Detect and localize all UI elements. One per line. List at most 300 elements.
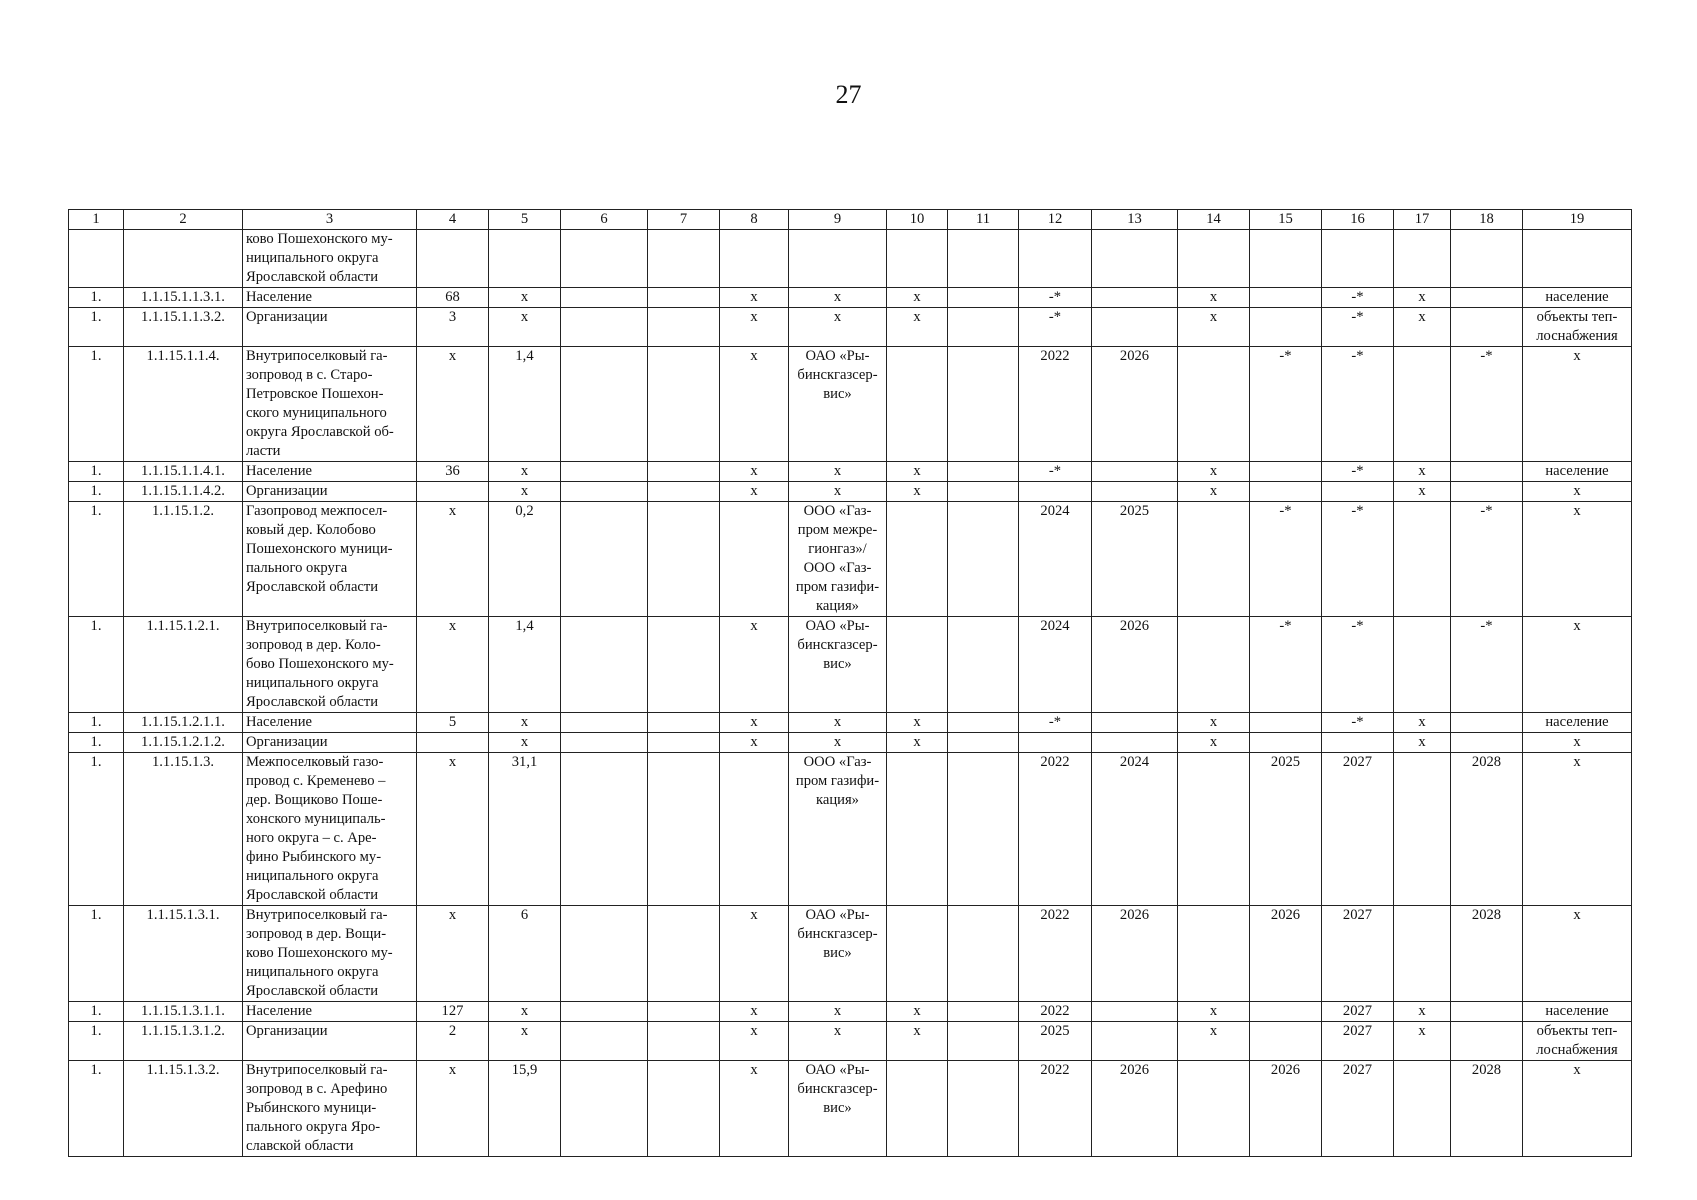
table-cell: [1250, 288, 1322, 308]
table-cell: -*: [1322, 617, 1394, 713]
table-cell: население: [1523, 462, 1632, 482]
table-cell: 1.: [69, 1002, 124, 1022]
table-cell: [1394, 1061, 1451, 1157]
table-cell: [1178, 753, 1250, 906]
table-row: [69, 713, 1632, 733]
table-cell: [648, 502, 720, 617]
table-cell: [648, 347, 720, 462]
table-cell: [561, 288, 648, 308]
table-cell: 1.: [69, 1022, 124, 1061]
table-cell: [887, 347, 948, 462]
table-cell: [948, 753, 1019, 906]
table-cell: [648, 462, 720, 482]
table-cell: [1451, 288, 1523, 308]
table-cell: [948, 1002, 1019, 1022]
table-row: [69, 1002, 1632, 1022]
table-cell: х: [489, 482, 561, 502]
table-cell: х: [1178, 1022, 1250, 1061]
table-cell: х: [1394, 733, 1451, 753]
header-row: [69, 210, 1632, 230]
table-cell: [1250, 482, 1322, 502]
table-cell: х: [1178, 1002, 1250, 1022]
table-cell: -*: [1019, 288, 1092, 308]
table-cell: х: [1178, 288, 1250, 308]
header-cell: 14: [1178, 210, 1250, 230]
table-cell: [1019, 482, 1092, 502]
table-cell: [1394, 906, 1451, 1002]
table-cell: -*: [1322, 713, 1394, 733]
table-row: [69, 347, 1632, 462]
header-cell: 2: [124, 210, 243, 230]
table-cell: х: [789, 733, 887, 753]
table-cell: -*: [1451, 347, 1523, 462]
table-cell: [720, 502, 789, 617]
table-cell: х: [489, 462, 561, 482]
table-row: [69, 1022, 1632, 1061]
table-row: [69, 617, 1632, 713]
table-cell: ОАО «Ры- бинскгазсер- вис»: [789, 906, 887, 1002]
table-cell: 2025: [1092, 502, 1178, 617]
table-cell: -*: [1322, 288, 1394, 308]
table-cell: Внутрипоселковый га- зопровод в с. Арефино Рыбинского муници- пального округа Яро- славской области: [243, 1061, 417, 1157]
table-cell: х: [1523, 733, 1632, 753]
table-cell: х: [789, 482, 887, 502]
table-cell: 1.1.15.1.2.1.2.: [124, 733, 243, 753]
table-cell: 2022: [1019, 1002, 1092, 1022]
table-cell: [1092, 462, 1178, 482]
table-cell: 68: [417, 288, 489, 308]
table-cell: 1.1.15.1.3.: [124, 753, 243, 906]
table-cell: 2022: [1019, 753, 1092, 906]
table-cell: [648, 1061, 720, 1157]
table-cell: Внутрипоселковый га- зопровод в с. Старо- Петровское Пошехон- ского муниципального округа Ярославской об- ласти: [243, 347, 417, 462]
table-cell: х: [720, 288, 789, 308]
header-cell: 11: [948, 210, 1019, 230]
table-cell: [561, 347, 648, 462]
table-cell: [1451, 482, 1523, 502]
table-cell: [1178, 230, 1250, 288]
table-cell: 1.1.15.1.2.1.1.: [124, 713, 243, 733]
header-cell: 9: [789, 210, 887, 230]
table-cell: х: [720, 1022, 789, 1061]
table-cell: [1322, 230, 1394, 288]
table-row: [69, 308, 1632, 347]
table-cell: [69, 230, 124, 288]
table-cell: 1.1.15.1.1.3.2.: [124, 308, 243, 347]
table-cell: [1178, 347, 1250, 462]
table-cell: 2028: [1451, 906, 1523, 1002]
table-cell: [1250, 308, 1322, 347]
table-cell: [1092, 308, 1178, 347]
table-cell: [648, 617, 720, 713]
table-cell: -*: [1322, 462, 1394, 482]
table-cell: [1092, 713, 1178, 733]
table-row: [69, 462, 1632, 482]
table-cell: ОАО «Ры- бинскгазсер- вис»: [789, 1061, 887, 1157]
table-cell: [948, 230, 1019, 288]
table-row: [69, 1061, 1632, 1157]
table-cell: х: [489, 713, 561, 733]
table-cell: [1178, 906, 1250, 1002]
table-cell: ОАО «Ры- бинскгазсер- вис»: [789, 347, 887, 462]
table-cell: 2026: [1092, 1061, 1178, 1157]
table-cell: -*: [1322, 347, 1394, 462]
table-cell: 1.: [69, 288, 124, 308]
table-cell: х: [720, 347, 789, 462]
table-cell: [948, 347, 1019, 462]
header-cell: 6: [561, 210, 648, 230]
table-cell: [561, 753, 648, 906]
table-cell: [561, 308, 648, 347]
table-cell: [1451, 230, 1523, 288]
table-cell: Население: [243, 288, 417, 308]
table-cell: -*: [1019, 462, 1092, 482]
table-cell: -*: [1451, 502, 1523, 617]
table-cell: [648, 753, 720, 906]
table-cell: [1250, 230, 1322, 288]
table-cell: [1092, 1002, 1178, 1022]
table-cell: [948, 1061, 1019, 1157]
header-cell: 18: [1451, 210, 1523, 230]
table-cell: [1451, 1002, 1523, 1022]
table-cell: Население: [243, 713, 417, 733]
table-cell: 2027: [1322, 753, 1394, 906]
table-cell: х: [1523, 617, 1632, 713]
table-cell: 2026: [1092, 906, 1178, 1002]
table-cell: [417, 482, 489, 502]
table-cell: 1.1.15.1.3.1.2.: [124, 1022, 243, 1061]
table-cell: х: [1178, 308, 1250, 347]
table-cell: [648, 713, 720, 733]
table-cell: население: [1523, 1002, 1632, 1022]
table-cell: х: [417, 502, 489, 617]
table-cell: [1092, 733, 1178, 753]
table-cell: объекты теп- лоснабжения: [1523, 1022, 1632, 1061]
table-cell: [561, 482, 648, 502]
table-cell: Организации: [243, 1022, 417, 1061]
table-cell: [1451, 462, 1523, 482]
table-cell: [1092, 288, 1178, 308]
header-cell: 17: [1394, 210, 1451, 230]
table-cell: 1.: [69, 753, 124, 906]
table-cell: 1.1.15.1.1.4.2.: [124, 482, 243, 502]
table-cell: 1.: [69, 482, 124, 502]
table-cell: [1322, 482, 1394, 502]
table-cell: 2022: [1019, 906, 1092, 1002]
table-cell: [948, 906, 1019, 1002]
table-cell: Организации: [243, 482, 417, 502]
table-cell: [561, 733, 648, 753]
table-cell: [648, 308, 720, 347]
table-cell: [417, 733, 489, 753]
table-cell: 1,4: [489, 347, 561, 462]
data-table: [68, 209, 1632, 1157]
table-cell: [948, 288, 1019, 308]
table-cell: [1250, 1002, 1322, 1022]
table-cell: 1.1.15.1.3.1.: [124, 906, 243, 1002]
table-cell: 1.: [69, 617, 124, 713]
table-cell: х: [489, 1022, 561, 1061]
table-cell: Организации: [243, 308, 417, 347]
table-cell: [948, 502, 1019, 617]
table-cell: Межпоселковый газо- провод с. Кременево – дер. Вощиково Поше- хонского муниципаль- ного округа – с. Аре- фино Рыбинского му- ниципального округа Ярославской области: [243, 753, 417, 906]
table-cell: 2025: [1019, 1022, 1092, 1061]
table-cell: х: [887, 1022, 948, 1061]
table-cell: 1.: [69, 308, 124, 347]
table-cell: [887, 617, 948, 713]
table-cell: х: [887, 733, 948, 753]
table-cell: х: [887, 713, 948, 733]
table-cell: [948, 1022, 1019, 1061]
table-cell: х: [1394, 288, 1451, 308]
table-cell: 1.1.15.1.3.1.1.: [124, 1002, 243, 1022]
table-cell: [1451, 308, 1523, 347]
table-cell: -*: [1451, 617, 1523, 713]
table-cell: [417, 230, 489, 288]
table-cell: 1.: [69, 1061, 124, 1157]
table-cell: -*: [1250, 617, 1322, 713]
table-cell: 2026: [1250, 1061, 1322, 1157]
table-cell: 2022: [1019, 347, 1092, 462]
table-cell: 2026: [1092, 617, 1178, 713]
table-cell: [1178, 617, 1250, 713]
table-cell: [789, 230, 887, 288]
table-cell: х: [720, 1061, 789, 1157]
table-cell: [648, 1002, 720, 1022]
table-cell: х: [720, 906, 789, 1002]
table-cell: [948, 308, 1019, 347]
table-cell: х: [1178, 482, 1250, 502]
table-cell: объекты теп- лоснабжения: [1523, 308, 1632, 347]
table-cell: х: [720, 462, 789, 482]
table-cell: -*: [1019, 308, 1092, 347]
table-cell: [1451, 1022, 1523, 1061]
table-cell: 1.1.15.1.2.: [124, 502, 243, 617]
table-cell: х: [789, 462, 887, 482]
table-cell: ООО «Газ- пром газифи- кация»: [789, 753, 887, 906]
table-cell: х: [417, 617, 489, 713]
table-cell: 2026: [1092, 347, 1178, 462]
table-cell: х: [789, 288, 887, 308]
table-cell: 2024: [1092, 753, 1178, 906]
table-cell: ково Пошехонского му- ниципального округа Ярославской области: [243, 230, 417, 288]
table-row: [69, 753, 1632, 906]
header-cell: 16: [1322, 210, 1394, 230]
table-cell: х: [1523, 502, 1632, 617]
table-cell: х: [887, 482, 948, 502]
table-cell: -*: [1250, 347, 1322, 462]
table-cell: [489, 230, 561, 288]
table-cell: -*: [1019, 713, 1092, 733]
header-cell: 10: [887, 210, 948, 230]
table-cell: [1092, 482, 1178, 502]
table-cell: х: [789, 1022, 887, 1061]
table-cell: х: [1523, 347, 1632, 462]
table-cell: х: [789, 713, 887, 733]
table-cell: 1.1.15.1.2.1.: [124, 617, 243, 713]
header-cell: 7: [648, 210, 720, 230]
table-cell: х: [489, 288, 561, 308]
table-cell: [1394, 753, 1451, 906]
table-cell: [1250, 713, 1322, 733]
table-cell: [1092, 1022, 1178, 1061]
table-cell: х: [1178, 462, 1250, 482]
table-cell: 2024: [1019, 502, 1092, 617]
page-number: 27: [835, 80, 862, 109]
table-cell: х: [789, 308, 887, 347]
table-cell: х: [887, 308, 948, 347]
table-cell: х: [489, 1002, 561, 1022]
table-cell: ОАО «Ры- бинскгазсер- вис»: [789, 617, 887, 713]
table-cell: -*: [1250, 502, 1322, 617]
table-cell: Газопровод межпосел- ковый дер. Колобово Пошехонского муници- пального округа Ярославской области: [243, 502, 417, 617]
table-cell: [1250, 1022, 1322, 1061]
table-cell: 2026: [1250, 906, 1322, 1002]
table-cell: х: [417, 1061, 489, 1157]
table-cell: х: [1178, 733, 1250, 753]
table-cell: [561, 713, 648, 733]
table-cell: [948, 733, 1019, 753]
table-cell: 2027: [1322, 906, 1394, 1002]
table-cell: 2028: [1451, 753, 1523, 906]
table-cell: Организации: [243, 733, 417, 753]
table-cell: [720, 753, 789, 906]
table-cell: 3: [417, 308, 489, 347]
table-cell: 2024: [1019, 617, 1092, 713]
table-cell: х: [720, 617, 789, 713]
table-cell: [1178, 502, 1250, 617]
table-cell: население: [1523, 713, 1632, 733]
table-cell: [887, 1061, 948, 1157]
table-cell: 1.1.15.1.1.4.1.: [124, 462, 243, 482]
table-cell: [720, 230, 789, 288]
table-cell: 1.1.15.1.1.3.1.: [124, 288, 243, 308]
table-cell: [1019, 230, 1092, 288]
table-cell: х: [1394, 1022, 1451, 1061]
table-cell: 1.: [69, 462, 124, 482]
table-cell: [1394, 502, 1451, 617]
table-cell: 36: [417, 462, 489, 482]
table-cell: 2025: [1250, 753, 1322, 906]
table-cell: Внутрипоселковый га- зопровод в дер. Коло- бово Пошехонского му- ниципального округа Ярославской области: [243, 617, 417, 713]
table-cell: [648, 230, 720, 288]
table-row: [69, 906, 1632, 1002]
table-cell: -*: [1322, 502, 1394, 617]
table-cell: 1.1.15.1.1.4.: [124, 347, 243, 462]
table-cell: Население: [243, 462, 417, 482]
table-cell: [1523, 230, 1632, 288]
table-cell: [887, 906, 948, 1002]
header-cell: 3: [243, 210, 417, 230]
table-cell: 5: [417, 713, 489, 733]
table-cell: [1250, 733, 1322, 753]
header-cell: 15: [1250, 210, 1322, 230]
table-cell: х: [417, 753, 489, 906]
table-cell: 2022: [1019, 1061, 1092, 1157]
table-cell: [648, 482, 720, 502]
table-cell: 1.: [69, 733, 124, 753]
table-cell: 0,2: [489, 502, 561, 617]
table-cell: х: [887, 288, 948, 308]
table-cell: [1451, 733, 1523, 753]
table-cell: [1178, 1061, 1250, 1157]
header-cell: 8: [720, 210, 789, 230]
table-row: [69, 288, 1632, 308]
table-cell: -*: [1322, 308, 1394, 347]
table-cell: х: [1523, 753, 1632, 906]
table-cell: [1394, 347, 1451, 462]
header-cell: 12: [1019, 210, 1092, 230]
table-cell: 2027: [1322, 1002, 1394, 1022]
table-cell: [561, 230, 648, 288]
table-cell: [887, 502, 948, 617]
table-cell: х: [417, 347, 489, 462]
table-row: [69, 482, 1632, 502]
table-cell: [561, 617, 648, 713]
table-cell: х: [1394, 482, 1451, 502]
table-cell: Внутрипоселковый га- зопровод в дер. Вощи- ково Пошехонского му- ниципального округа Ярославской области: [243, 906, 417, 1002]
table-cell: [948, 462, 1019, 482]
table-cell: х: [887, 462, 948, 482]
table-cell: 2: [417, 1022, 489, 1061]
table-cell: [124, 230, 243, 288]
table-cell: [948, 713, 1019, 733]
header-cell: 4: [417, 210, 489, 230]
table-cell: х: [720, 1002, 789, 1022]
table-cell: 1.: [69, 906, 124, 1002]
table-cell: х: [1394, 1002, 1451, 1022]
table-cell: х: [720, 713, 789, 733]
table-cell: 2028: [1451, 1061, 1523, 1157]
table-row: [69, 733, 1632, 753]
table-cell: [561, 1022, 648, 1061]
table-cell: [1092, 230, 1178, 288]
table-cell: [1451, 713, 1523, 733]
header-cell: 19: [1523, 210, 1632, 230]
table-cell: х: [1394, 462, 1451, 482]
table-cell: х: [1523, 1061, 1632, 1157]
table-cell: [1394, 617, 1451, 713]
table-cell: 15,9: [489, 1061, 561, 1157]
table-cell: 1,4: [489, 617, 561, 713]
header-cell: 13: [1092, 210, 1178, 230]
table-cell: х: [1523, 906, 1632, 1002]
table-cell: х: [887, 1002, 948, 1022]
table-cell: [561, 1061, 648, 1157]
table-cell: [648, 733, 720, 753]
table-cell: [561, 462, 648, 482]
table-cell: х: [720, 308, 789, 347]
table-cell: [561, 502, 648, 617]
table-cell: [948, 617, 1019, 713]
table-cell: [648, 906, 720, 1002]
table-cell: население: [1523, 288, 1632, 308]
table-cell: [648, 288, 720, 308]
table-cell: 1.: [69, 502, 124, 617]
table-cell: [561, 1002, 648, 1022]
table-cell: Население: [243, 1002, 417, 1022]
table-cell: 127: [417, 1002, 489, 1022]
table-cell: 6: [489, 906, 561, 1002]
table-cell: [648, 1022, 720, 1061]
table-cell: [1394, 230, 1451, 288]
table-cell: 1.: [69, 347, 124, 462]
table-cell: х: [1394, 308, 1451, 347]
table-row: [69, 502, 1632, 617]
table-cell: х: [720, 733, 789, 753]
table-cell: 31,1: [489, 753, 561, 906]
table-cell: х: [417, 906, 489, 1002]
